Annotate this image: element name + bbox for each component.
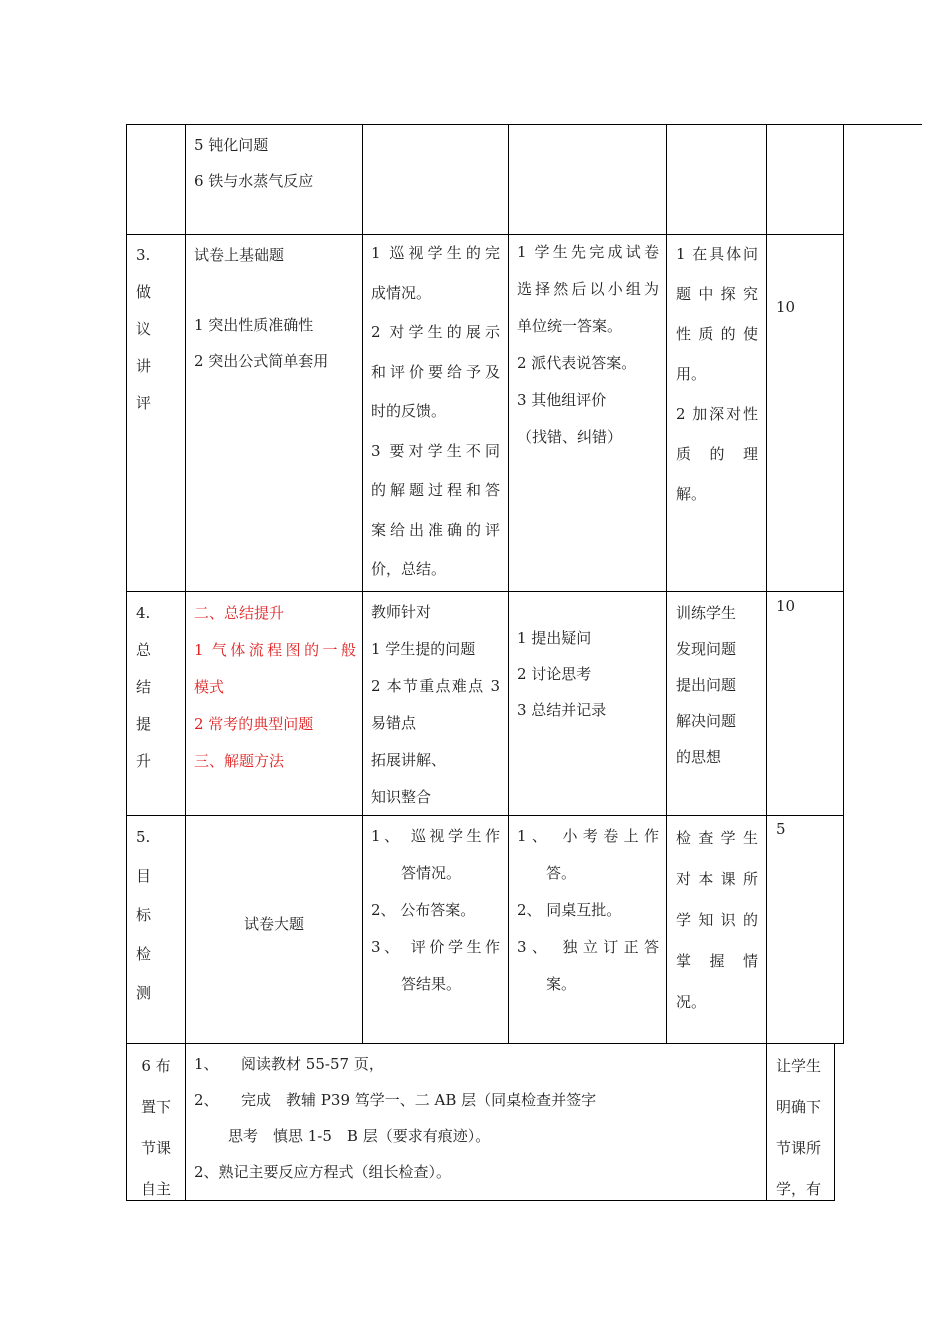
row2-student-line: 2 派代表说答案。: [517, 354, 637, 372]
col-line-last-row-right: [834, 1043, 835, 1201]
row3-teacher-line: 教师针对: [371, 603, 432, 621]
row5-step-line: 自主: [140, 1180, 171, 1198]
row2-step-cell: [136, 237, 151, 422]
row4-step-line: 标: [136, 906, 152, 924]
row5-intent-line: 学，有: [776, 1180, 822, 1198]
row3-content-line: 二、总结提升: [194, 604, 285, 622]
row3-teacher-cell: [371, 594, 500, 816]
row2-teacher-line: 3 要对学生不同: [371, 441, 500, 460]
row4-step-line: 测: [136, 984, 152, 1002]
row2-intent-line: 2 加深对性: [676, 405, 758, 423]
row2-teacher-line: 和评价要给予及: [371, 362, 500, 381]
row2-teacher-cell: [371, 234, 500, 590]
row2-intent-cell: [676, 234, 758, 514]
row2-step-line: 讲: [136, 357, 152, 375]
row3-time: 10: [776, 597, 796, 615]
row4-student-line: 2、 同桌互批。: [517, 901, 622, 919]
row2-student-line: （找错、纠错）: [517, 428, 623, 446]
row4-intent-cell: [676, 818, 758, 1023]
row5-intent-line: 明确下: [776, 1098, 822, 1116]
row2-content-line: 试卷上基础题: [194, 246, 285, 264]
row4-teacher-line: 1、 巡视学生作: [371, 827, 500, 845]
row5-step-line: 置下: [140, 1098, 171, 1116]
row5-content-line: 思考 慎思 1-5 B 层（要求有痕迹）。: [228, 1127, 491, 1145]
row3-teacher-line: 知识整合: [371, 788, 432, 806]
row5-intent-line: 节课所: [776, 1139, 822, 1157]
row3-step-line: 升: [136, 752, 152, 770]
row4-student-line: 3、 独立订正答: [517, 938, 659, 956]
row2-student-line: 单位统一答案。: [517, 317, 623, 335]
row3-intent-cell: [676, 595, 736, 775]
row2-time: 10: [776, 298, 796, 316]
col-line-1: [185, 124, 186, 1201]
row5-intent-cell: [776, 1046, 821, 1210]
row5-step-cell: [126, 1046, 186, 1210]
row5-intent-line: 让学生: [776, 1057, 822, 1075]
row4-student-cell: [517, 818, 659, 1003]
row2-content-line: 2 突出公式简单套用: [194, 352, 329, 370]
row3-intent-line: 发现问题: [676, 640, 737, 658]
row3-teacher-line: 易错点: [371, 714, 417, 732]
row2-step-line: 议: [136, 320, 152, 338]
row2-time-cell: [776, 296, 795, 318]
row4-student-line: 案。: [546, 975, 577, 993]
row3-student-line: 3 总结并记录: [517, 701, 607, 719]
row2-student-line: 选择然后以小组为: [517, 280, 659, 298]
row2-teacher-line: 案给出准确的评: [371, 520, 500, 539]
row3-content-line: 2 常考的典型问题: [194, 715, 314, 733]
row2-student-line: 1 学生先完成试卷: [517, 243, 659, 261]
row3-intent-line: 的思想: [676, 748, 722, 766]
table-top-border: [126, 124, 922, 125]
row4-student-line: 答。: [546, 864, 577, 882]
row4-step-cell: [136, 818, 151, 1013]
row4-teacher-line: 3、 评价学生作: [371, 938, 500, 956]
row4-intent-line: 学知识的: [676, 911, 758, 929]
row4-step-line: 5.: [136, 828, 151, 846]
row4-student-line: 1、 小考卷上作: [517, 827, 659, 845]
row2-intent-line: 1 在具体问: [676, 245, 758, 263]
row3-step-line: 提: [136, 715, 152, 733]
row3-step-line: 总: [136, 641, 152, 659]
row4-step-line: 检: [136, 945, 152, 963]
row3-step-line: 结: [136, 678, 152, 696]
row3-step-cell: [136, 595, 151, 780]
row1-content-line: 6 铁与水蒸气反应: [194, 172, 314, 190]
row2-intent-line: 用。: [676, 365, 707, 383]
row3-content-cell: [194, 595, 356, 780]
col-line-5: [766, 124, 767, 1201]
row5-content-line: 1、 阅读教材 55-57 页，: [194, 1055, 384, 1073]
row3-intent-line: 提出问题: [676, 676, 737, 694]
row2-teacher-line: 价，总结。: [371, 560, 447, 578]
row3-content-line: 1 气体流程图的一般: [194, 641, 356, 659]
row2-step-line: 做: [136, 283, 152, 301]
row2-teacher-line: 成情况。: [371, 283, 432, 302]
row4-intent-line: 掌握情: [676, 952, 758, 970]
row3-student-cell: [517, 620, 606, 728]
row3-teacher-line: 拓展讲解、: [371, 751, 447, 769]
col-line-6: [843, 124, 844, 1044]
col-line-4: [666, 124, 667, 1044]
row4-teacher-line: 答情况。: [401, 864, 462, 882]
row4-step-line: 目: [136, 867, 152, 885]
row3-teacher-line: 1 学生提的问题: [371, 640, 476, 658]
row4-time: 5: [776, 820, 786, 838]
row1-content-cell: [194, 127, 313, 199]
row5-content-line: 2、熟记主要反应方程式（组长检查）。: [194, 1163, 452, 1181]
row3-intent-line: 训练学生: [676, 604, 737, 622]
row2-teacher-line: 的解题过程和答: [371, 481, 500, 499]
row3-content-line: 模式: [194, 678, 225, 696]
row4-intent-line: 检查学生: [676, 829, 758, 847]
row3-student-line: 1 提出疑问: [517, 629, 592, 647]
col-line-3: [508, 124, 509, 1044]
row4-time-cell: [776, 818, 786, 840]
row5-content-line: 2、 完成 教辅 P39 笃学一、二 AB 层（同桌检查并签字: [194, 1091, 597, 1109]
row2-intent-line: 质的理: [676, 445, 758, 463]
row2-teacher-line: 时的反馈。: [371, 402, 447, 420]
row-divider-2: [126, 591, 844, 592]
row4-content-line: 试卷大题: [243, 915, 304, 933]
row4-intent-line: 对本课所: [676, 870, 758, 888]
row2-content-line: 1 突出性质准确性: [194, 316, 314, 334]
row3-content-line: 三、解题方法: [194, 752, 285, 770]
table-bottom-border: [126, 1200, 835, 1201]
row5-step-line: 6 布: [141, 1057, 171, 1075]
row3-teacher-line: 2 本节重点难点 3: [371, 677, 500, 695]
row4-teacher-line: 2、 公布答案。: [371, 901, 476, 919]
row4-intent-line: 况。: [676, 993, 707, 1011]
row2-teacher-line: 1 巡视学生的完: [371, 244, 500, 262]
row4-teacher-cell: [371, 818, 500, 1003]
row2-intent-line: 题中探究: [676, 285, 758, 303]
row3-step-line: 4.: [136, 604, 151, 622]
row2-student-line: 3 其他组评价: [517, 391, 607, 409]
row4-content-cell: [186, 913, 362, 935]
row2-teacher-line: 2 对学生的展示: [371, 323, 500, 341]
row3-time-cell: [776, 595, 795, 617]
row3-student-line: 2 讨论思考: [517, 665, 592, 683]
row2-intent-line: 解。: [676, 485, 707, 503]
row1-content-line: 5 钝化问题: [194, 136, 269, 154]
row3-intent-line: 解决问题: [676, 712, 737, 730]
row5-step-line: 节课: [140, 1139, 171, 1157]
row-divider-4: [126, 1043, 844, 1044]
row5-content-cell: [194, 1046, 596, 1190]
row2-step-line: 评: [136, 394, 152, 412]
row2-content-cell: [194, 237, 328, 379]
col-line-left: [126, 124, 127, 1201]
row2-intent-line: 性质的使: [676, 325, 758, 343]
col-line-2: [362, 124, 363, 1044]
row2-step-line: 3.: [136, 246, 151, 264]
row4-teacher-line: 答结果。: [401, 975, 462, 993]
row2-student-cell: [517, 234, 659, 456]
